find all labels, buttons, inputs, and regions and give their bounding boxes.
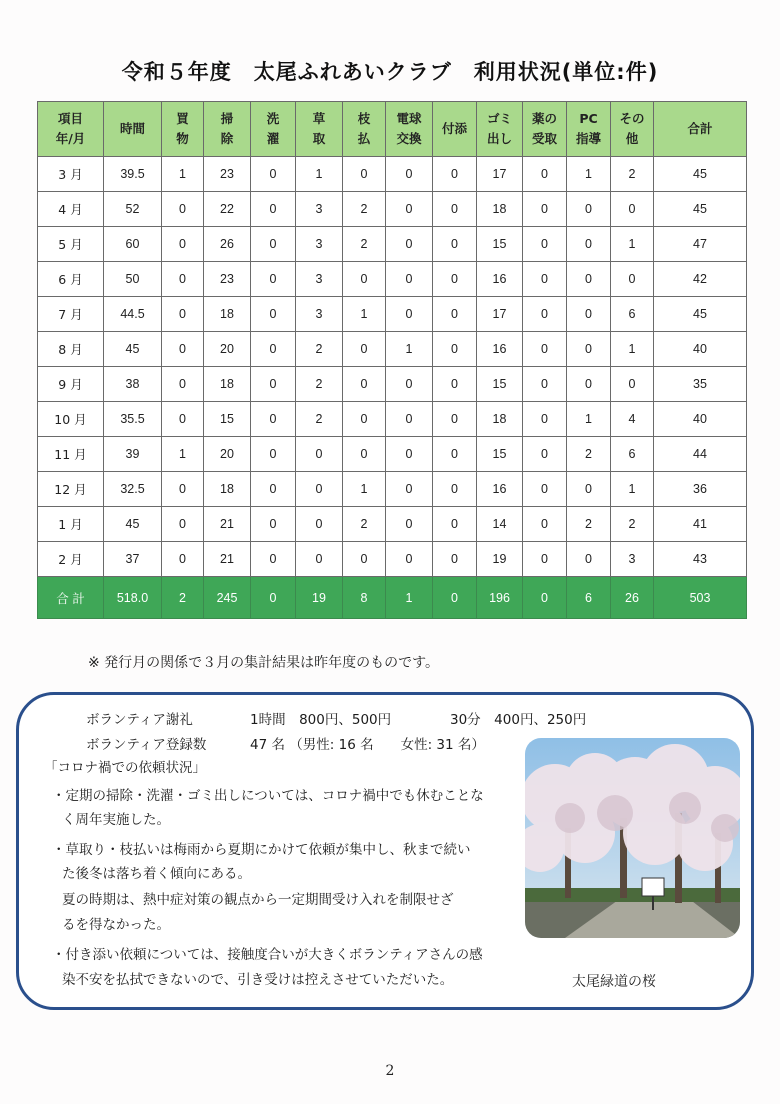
usage-table bbox=[37, 101, 747, 619]
value-cell: 0 bbox=[611, 192, 654, 227]
value-cell: 23 bbox=[204, 262, 251, 297]
value-cell: 2 bbox=[611, 507, 654, 542]
value-cell: 45 bbox=[654, 157, 747, 192]
column-header bbox=[611, 102, 654, 157]
column-header-line-1: PC bbox=[579, 111, 598, 126]
column-header bbox=[251, 102, 296, 157]
value-cell: 23 bbox=[204, 157, 251, 192]
value-cell: 0 bbox=[296, 472, 343, 507]
value-cell: 3 bbox=[296, 262, 343, 297]
value-cell: 0 bbox=[433, 367, 477, 402]
value-cell: 1 bbox=[386, 332, 433, 367]
value-cell: 40 bbox=[654, 332, 747, 367]
value-cell: 0 bbox=[386, 542, 433, 577]
value-cell: 14 bbox=[477, 507, 523, 542]
value-cell: 3 bbox=[296, 227, 343, 262]
value-cell: 37 bbox=[104, 542, 162, 577]
value-cell: 0 bbox=[567, 192, 611, 227]
month-cell: 5 月 bbox=[38, 227, 104, 262]
column-header bbox=[162, 102, 204, 157]
value-cell: 2 bbox=[296, 367, 343, 402]
table-body bbox=[38, 157, 747, 577]
value-cell: 1 bbox=[611, 472, 654, 507]
value-cell: 0 bbox=[251, 472, 296, 507]
value-cell: 0 bbox=[251, 542, 296, 577]
bullet-2-line-4: るを得なかった。 bbox=[62, 917, 170, 933]
value-cell: 0 bbox=[433, 437, 477, 472]
value-cell: 0 bbox=[433, 262, 477, 297]
cherry-blossom-photo bbox=[525, 738, 740, 938]
column-header-line-1: 項目 bbox=[57, 111, 83, 126]
month-cell: 7 月 bbox=[38, 297, 104, 332]
value-cell: 0 bbox=[567, 542, 611, 577]
bullet-2-line-2: た後冬は落ち着く傾向にある。 bbox=[62, 866, 251, 882]
column-header bbox=[38, 102, 104, 157]
value-cell: 0 bbox=[386, 507, 433, 542]
total-value-cell: 8 bbox=[343, 577, 386, 619]
value-cell: 2 bbox=[296, 332, 343, 367]
month-cell: 11 月 bbox=[38, 437, 104, 472]
footnote: ※ 発行月の関係で３月の集計結果は昨年度のものです。 bbox=[88, 655, 440, 671]
value-cell: 44.5 bbox=[104, 297, 162, 332]
column-header-line-1: 電球 bbox=[396, 111, 422, 126]
value-cell: 0 bbox=[433, 332, 477, 367]
value-cell: 0 bbox=[251, 157, 296, 192]
column-header-line-2: 濯 bbox=[266, 131, 280, 146]
total-value-cell: 1 bbox=[386, 577, 433, 619]
value-cell: 0 bbox=[386, 437, 433, 472]
value-cell: 0 bbox=[343, 332, 386, 367]
column-header-line-2: 除 bbox=[220, 131, 234, 146]
value-cell: 0 bbox=[343, 437, 386, 472]
table-total-row bbox=[38, 577, 747, 619]
value-cell: 0 bbox=[251, 507, 296, 542]
value-cell: 26 bbox=[204, 227, 251, 262]
value-cell: 45 bbox=[104, 332, 162, 367]
column-header-line-1: 時間 bbox=[119, 121, 145, 136]
column-header-line-2: 物 bbox=[176, 131, 189, 146]
value-cell: 0 bbox=[611, 262, 654, 297]
value-cell: 17 bbox=[477, 157, 523, 192]
table-row bbox=[38, 297, 747, 332]
table-row bbox=[38, 367, 747, 402]
value-cell: 0 bbox=[523, 507, 567, 542]
value-cell: 16 bbox=[477, 262, 523, 297]
value-cell: 0 bbox=[567, 472, 611, 507]
column-header-line-1: 付添 bbox=[441, 121, 467, 136]
registration-label: ボランティア登録数 bbox=[86, 737, 207, 753]
value-cell: 39 bbox=[104, 437, 162, 472]
value-cell: 0 bbox=[343, 542, 386, 577]
value-cell: 0 bbox=[251, 297, 296, 332]
value-cell: 0 bbox=[567, 367, 611, 402]
value-cell: 0 bbox=[433, 157, 477, 192]
month-cell: 8 月 bbox=[38, 332, 104, 367]
column-header bbox=[654, 102, 747, 157]
column-header-line-2: 指導 bbox=[575, 131, 601, 146]
value-cell: 15 bbox=[477, 437, 523, 472]
value-cell: 18 bbox=[204, 367, 251, 402]
value-cell: 1 bbox=[611, 227, 654, 262]
column-header-line-2: 出し bbox=[486, 131, 512, 146]
value-cell: 16 bbox=[477, 332, 523, 367]
value-cell: 18 bbox=[204, 297, 251, 332]
value-cell: 0 bbox=[567, 262, 611, 297]
month-cell: 10 月 bbox=[38, 402, 104, 437]
registration-value: 47 名 （男性: 16 名 女性: 31 名） bbox=[250, 737, 485, 753]
value-cell: 2 bbox=[567, 437, 611, 472]
value-cell: 40 bbox=[654, 402, 747, 437]
table-row bbox=[38, 472, 747, 507]
table-row bbox=[38, 437, 747, 472]
value-cell: 38 bbox=[104, 367, 162, 402]
page-number: 2 bbox=[385, 1063, 395, 1079]
table-row bbox=[38, 542, 747, 577]
value-cell: 18 bbox=[477, 192, 523, 227]
value-cell: 2 bbox=[343, 227, 386, 262]
column-header bbox=[523, 102, 567, 157]
value-cell: 0 bbox=[251, 227, 296, 262]
bullet-2-line-3: 夏の時期は、熱中症対策の観点から一定期間受け入れを制限せざ bbox=[62, 892, 454, 908]
table-row bbox=[38, 402, 747, 437]
value-cell: 45 bbox=[104, 507, 162, 542]
value-cell: 0 bbox=[433, 297, 477, 332]
value-cell: 0 bbox=[523, 437, 567, 472]
value-cell: 0 bbox=[162, 332, 204, 367]
value-cell: 19 bbox=[477, 542, 523, 577]
column-header bbox=[477, 102, 523, 157]
value-cell: 39.5 bbox=[104, 157, 162, 192]
value-cell: 0 bbox=[523, 157, 567, 192]
column-header-line-1: ゴミ bbox=[486, 111, 512, 126]
value-cell: 1 bbox=[611, 332, 654, 367]
value-cell: 0 bbox=[433, 192, 477, 227]
value-cell: 6 bbox=[611, 437, 654, 472]
value-cell: 35 bbox=[654, 367, 747, 402]
table-row bbox=[38, 227, 747, 262]
table-row bbox=[38, 157, 747, 192]
bullet-2-line-1: ・草取り・枝払いは梅雨から夏期にかけて依頼が集中し、秋まで続い bbox=[52, 842, 471, 858]
value-cell: 16 bbox=[477, 472, 523, 507]
value-cell: 2 bbox=[296, 402, 343, 437]
value-cell: 6 bbox=[611, 297, 654, 332]
total-value-cell: 0 bbox=[251, 577, 296, 619]
column-header-line-2: 取 bbox=[312, 131, 326, 146]
value-cell: 0 bbox=[296, 542, 343, 577]
value-cell: 0 bbox=[386, 192, 433, 227]
value-cell: 0 bbox=[386, 227, 433, 262]
value-cell: 0 bbox=[433, 542, 477, 577]
value-cell: 0 bbox=[433, 507, 477, 542]
value-cell: 2 bbox=[567, 507, 611, 542]
value-cell: 0 bbox=[162, 507, 204, 542]
total-value-cell: 0 bbox=[523, 577, 567, 619]
table-row bbox=[38, 192, 747, 227]
value-cell: 21 bbox=[204, 507, 251, 542]
column-header bbox=[204, 102, 251, 157]
value-cell: 0 bbox=[386, 402, 433, 437]
column-header-line-1: 洗 bbox=[266, 111, 280, 126]
value-cell: 0 bbox=[251, 367, 296, 402]
value-cell: 0 bbox=[523, 297, 567, 332]
value-cell: 36 bbox=[654, 472, 747, 507]
column-header-line-2: 年/月 bbox=[55, 131, 86, 146]
column-header-line-1: 掃 bbox=[220, 111, 234, 126]
value-cell: 0 bbox=[343, 262, 386, 297]
value-cell: 1 bbox=[567, 402, 611, 437]
value-cell: 20 bbox=[204, 332, 251, 367]
column-header-line-1: 草 bbox=[312, 111, 326, 126]
column-header bbox=[104, 102, 162, 157]
value-cell: 0 bbox=[433, 472, 477, 507]
total-value-cell: 196 bbox=[477, 577, 523, 619]
total-value-cell: 503 bbox=[654, 577, 747, 619]
value-cell: 0 bbox=[523, 472, 567, 507]
value-cell: 1 bbox=[162, 157, 204, 192]
value-cell: 2 bbox=[343, 507, 386, 542]
month-cell: 9 月 bbox=[38, 367, 104, 402]
value-cell: 3 bbox=[611, 542, 654, 577]
column-header-line-1: 枝 bbox=[357, 111, 371, 126]
bullet-1-line-2: く周年実施した。 bbox=[62, 812, 170, 828]
value-cell: 18 bbox=[477, 402, 523, 437]
value-cell: 0 bbox=[386, 367, 433, 402]
value-cell: 0 bbox=[523, 332, 567, 367]
table-row bbox=[38, 332, 747, 367]
value-cell: 3 bbox=[296, 297, 343, 332]
value-cell: 0 bbox=[162, 297, 204, 332]
value-cell: 42 bbox=[654, 262, 747, 297]
month-cell: 4 月 bbox=[38, 192, 104, 227]
total-value-cell: 245 bbox=[204, 577, 251, 619]
value-cell: 0 bbox=[162, 262, 204, 297]
column-header bbox=[386, 102, 433, 157]
total-value-cell: 2 bbox=[162, 577, 204, 619]
value-cell: 0 bbox=[296, 437, 343, 472]
section-heading: 「コロナ禍での依頼状況」 bbox=[44, 760, 206, 776]
value-cell: 0 bbox=[523, 542, 567, 577]
value-cell: 0 bbox=[343, 402, 386, 437]
column-header-line-2: 他 bbox=[625, 131, 639, 146]
value-cell: 22 bbox=[204, 192, 251, 227]
value-cell: 3 bbox=[296, 192, 343, 227]
value-cell: 45 bbox=[654, 192, 747, 227]
value-cell: 0 bbox=[162, 542, 204, 577]
column-header-line-1: その bbox=[619, 111, 645, 126]
value-cell: 15 bbox=[477, 367, 523, 402]
fee-label: ボランティア謝礼 bbox=[86, 712, 193, 728]
fee-per-hour: 1時間 800円、500円 bbox=[250, 712, 392, 728]
fee-per-half-hour: 30分 400円、250円 bbox=[450, 712, 587, 728]
value-cell: 32.5 bbox=[104, 472, 162, 507]
value-cell: 4 bbox=[611, 402, 654, 437]
value-cell: 0 bbox=[386, 472, 433, 507]
value-cell: 0 bbox=[386, 157, 433, 192]
total-value-cell: 6 bbox=[567, 577, 611, 619]
value-cell: 0 bbox=[433, 402, 477, 437]
value-cell: 18 bbox=[204, 472, 251, 507]
value-cell: 1 bbox=[343, 297, 386, 332]
value-cell: 52 bbox=[104, 192, 162, 227]
value-cell: 41 bbox=[654, 507, 747, 542]
month-cell: 2 月 bbox=[38, 542, 104, 577]
value-cell: 2 bbox=[343, 192, 386, 227]
value-cell: 1 bbox=[296, 157, 343, 192]
value-cell: 43 bbox=[654, 542, 747, 577]
column-header bbox=[567, 102, 611, 157]
total-value-cell: 518.0 bbox=[104, 577, 162, 619]
month-cell: 6 月 bbox=[38, 262, 104, 297]
value-cell: 0 bbox=[386, 297, 433, 332]
month-cell: 3 月 bbox=[38, 157, 104, 192]
value-cell: 44 bbox=[654, 437, 747, 472]
column-header-line-1: 合計 bbox=[687, 121, 713, 136]
bullet-3-line-2: 染不安を払拭できないので、引き受けは控えさせていただいた。 bbox=[62, 972, 454, 988]
bullet-1-line-1: ・定期の掃除・洗濯・ゴミ出しについては、コロナ禍中でも休むことな bbox=[52, 788, 484, 804]
column-header-line-2: 交換 bbox=[396, 131, 422, 146]
value-cell: 0 bbox=[251, 262, 296, 297]
value-cell: 21 bbox=[204, 542, 251, 577]
value-cell: 15 bbox=[204, 402, 251, 437]
column-header-line-2: 受取 bbox=[531, 131, 557, 146]
value-cell: 0 bbox=[162, 472, 204, 507]
total-value-cell: 19 bbox=[296, 577, 343, 619]
table-header-row bbox=[38, 102, 747, 157]
value-cell: 0 bbox=[251, 402, 296, 437]
value-cell: 0 bbox=[251, 332, 296, 367]
value-cell: 0 bbox=[523, 227, 567, 262]
value-cell: 0 bbox=[251, 437, 296, 472]
value-cell: 0 bbox=[523, 262, 567, 297]
photo-caption: 太尾緑道の桜 bbox=[572, 974, 656, 990]
column-header bbox=[296, 102, 343, 157]
bullet-3-line-1: ・付き添い依頼については、接触度合いが大きくボランティアさんの感 bbox=[52, 947, 483, 963]
value-cell: 0 bbox=[611, 367, 654, 402]
value-cell: 60 bbox=[104, 227, 162, 262]
value-cell: 0 bbox=[523, 367, 567, 402]
value-cell: 0 bbox=[251, 192, 296, 227]
total-label-cell: 合 計 bbox=[38, 577, 104, 619]
column-header-line-1: 買 bbox=[176, 111, 189, 126]
value-cell: 0 bbox=[162, 367, 204, 402]
value-cell: 0 bbox=[523, 192, 567, 227]
value-cell: 0 bbox=[296, 507, 343, 542]
value-cell: 2 bbox=[611, 157, 654, 192]
column-header bbox=[343, 102, 386, 157]
value-cell: 47 bbox=[654, 227, 747, 262]
value-cell: 50 bbox=[104, 262, 162, 297]
value-cell: 1 bbox=[162, 437, 204, 472]
value-cell: 35.5 bbox=[104, 402, 162, 437]
column-header-line-2: 払 bbox=[357, 131, 371, 146]
value-cell: 45 bbox=[654, 297, 747, 332]
total-value-cell: 0 bbox=[433, 577, 477, 619]
table-row bbox=[38, 507, 747, 542]
value-cell: 15 bbox=[477, 227, 523, 262]
value-cell: 0 bbox=[567, 227, 611, 262]
column-header-line-1: 薬の bbox=[531, 111, 557, 126]
value-cell: 0 bbox=[386, 262, 433, 297]
value-cell: 0 bbox=[162, 192, 204, 227]
month-cell: 1 月 bbox=[38, 507, 104, 542]
value-cell: 0 bbox=[567, 332, 611, 367]
value-cell: 0 bbox=[343, 157, 386, 192]
value-cell: 1 bbox=[343, 472, 386, 507]
value-cell: 0 bbox=[523, 402, 567, 437]
page-title: 令和５年度 太尾ふれあいクラブ 利用状況(単位:件) bbox=[121, 60, 659, 84]
value-cell: 0 bbox=[343, 367, 386, 402]
value-cell: 1 bbox=[567, 157, 611, 192]
value-cell: 0 bbox=[162, 402, 204, 437]
value-cell: 0 bbox=[433, 227, 477, 262]
column-header bbox=[433, 102, 477, 157]
value-cell: 20 bbox=[204, 437, 251, 472]
month-cell: 12 月 bbox=[38, 472, 104, 507]
value-cell: 0 bbox=[162, 227, 204, 262]
value-cell: 0 bbox=[567, 297, 611, 332]
value-cell: 17 bbox=[477, 297, 523, 332]
total-value-cell: 26 bbox=[611, 577, 654, 619]
table-row bbox=[38, 262, 747, 297]
